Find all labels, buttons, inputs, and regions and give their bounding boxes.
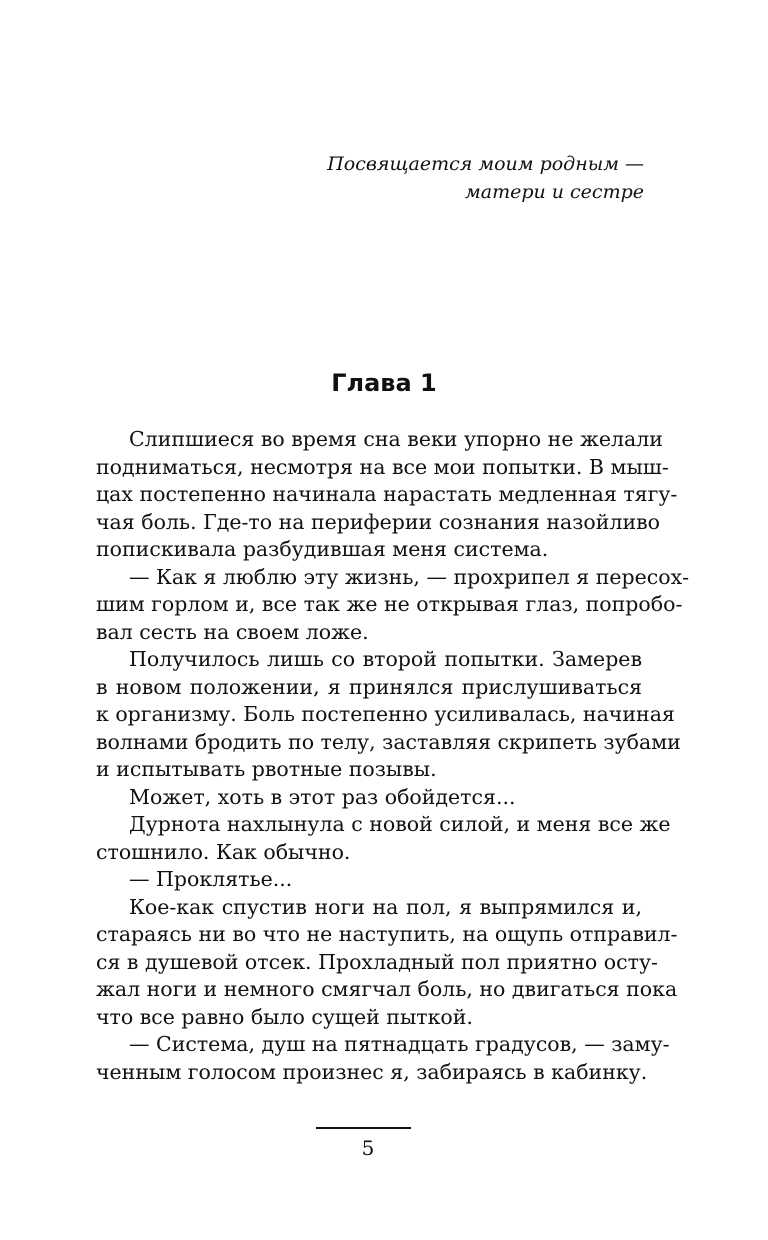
text-line: Получилось лишь со второй попытки. Замерев bbox=[129, 647, 642, 671]
text-line: Слипшиеся во время сна веки упорно не желали bbox=[129, 427, 663, 451]
text-line: что все равно было сущей пыткой. bbox=[96, 1004, 473, 1029]
text-line: Дурнота нахлынула с новой силой, и меня все же bbox=[129, 812, 671, 836]
text-line: ченным голосом произнес я, забираясь в кабинку. bbox=[96, 1059, 648, 1084]
chapter-text bbox=[96, 426, 690, 1086]
epigraph bbox=[224, 150, 644, 206]
text-line: — Проклятье... bbox=[129, 867, 293, 891]
chapter-title: Глава 1 bbox=[331, 369, 437, 397]
text-line: ся в душевой отсек. Прохладный пол приятно осту- bbox=[96, 949, 658, 974]
text-line: цах постепенно начинала нарастать медленная тягу- bbox=[96, 482, 678, 506]
text-line: волнами бродить по телу, заставляя скрипеть зубами bbox=[96, 729, 681, 754]
epigraph-line: Посвящается моим родным — bbox=[327, 153, 644, 175]
text-line: к организму. Боль постепенно усиливалась, начиная bbox=[96, 702, 675, 726]
text-line: — Система, душ на пятнадцать градусов, — заму- bbox=[129, 1032, 670, 1056]
text-line: Кое-как спустив ноги на пол, я выпрямился и, bbox=[129, 894, 642, 919]
text-line: и испытывать рвотные позывы. bbox=[96, 757, 437, 781]
text-line: подниматься, несмотря на все мои попытки. В мыш- bbox=[96, 454, 669, 479]
text-line: в новом положении, я принялся прислушиваться bbox=[96, 674, 642, 699]
text-line: шим горлом и, все так же не открывая глаз, попробо- bbox=[96, 592, 683, 616]
text-line: чая боль. Где-то на периферии сознания назойливо bbox=[96, 509, 661, 534]
text-line: стошнило. Как обычно. bbox=[96, 839, 351, 864]
text-line: Может, хоть в этот раз обойдется... bbox=[129, 784, 516, 809]
footer-rule bbox=[316, 1127, 411, 1129]
text-line: — Как я люблю эту жизнь, — прохрипел я пересох- bbox=[129, 564, 690, 589]
text-line: стараясь ни во что не наступить, на ощупь отправил- bbox=[96, 922, 678, 946]
epigraph-line: матери и сестре bbox=[464, 181, 644, 203]
page-number: 5 bbox=[361, 1136, 375, 1160]
text-line: жал ноги и немного смягчал боль, но двигаться пока bbox=[96, 977, 678, 1001]
text-line: вал сесть на своем ложе. bbox=[96, 619, 369, 644]
text-line: попискивала разбудившая меня система. bbox=[96, 537, 549, 561]
